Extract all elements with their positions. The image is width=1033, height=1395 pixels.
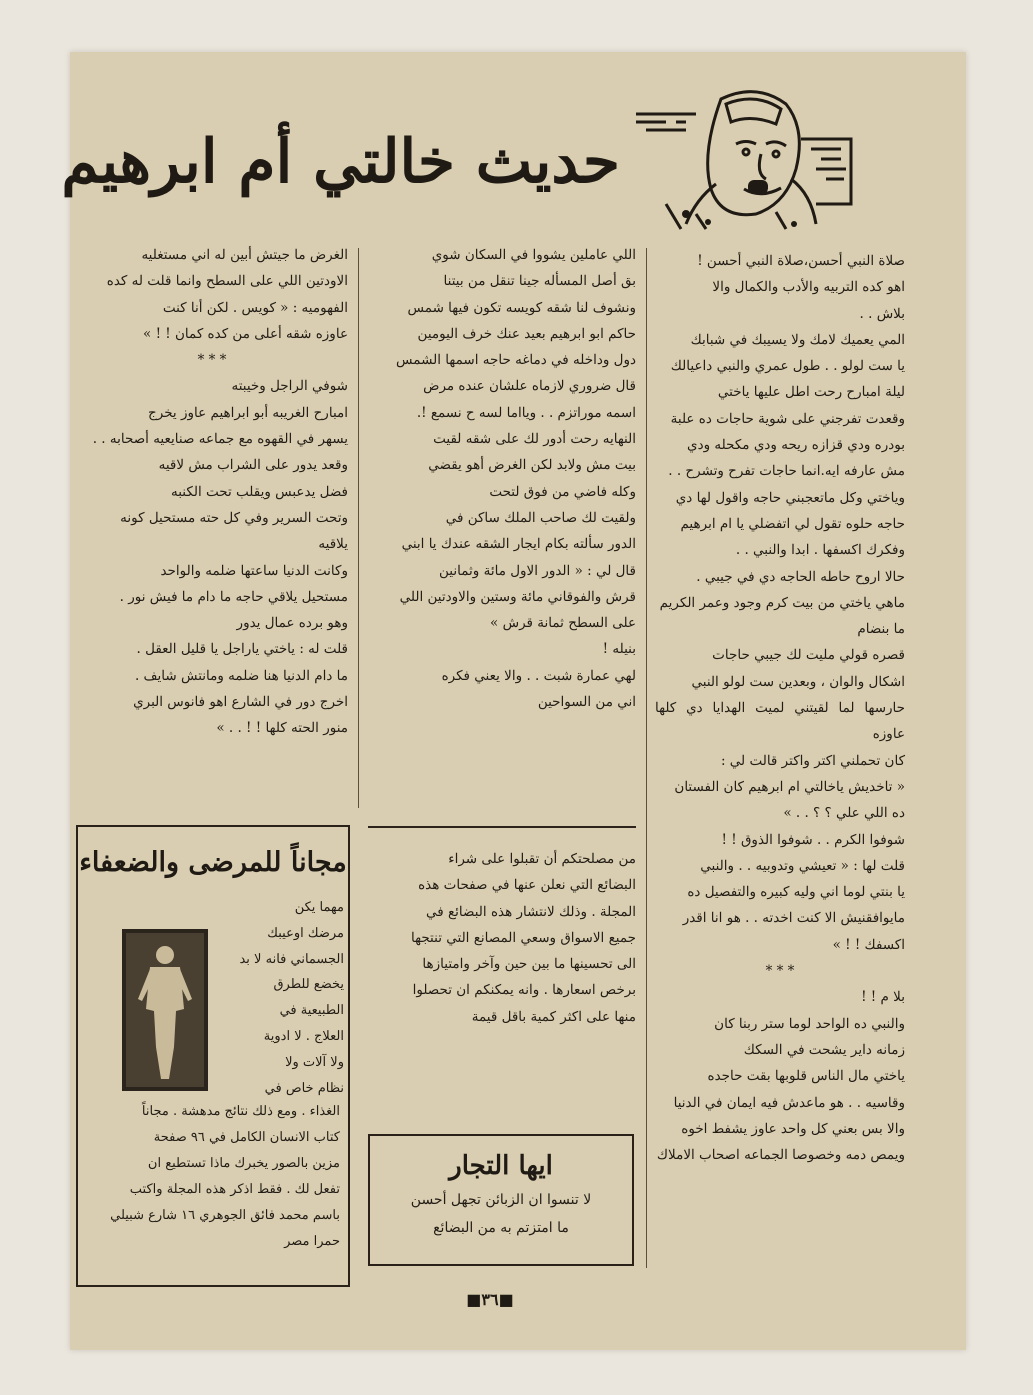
paragraph-line: ده اللي علي ؟ ؟ . . »: [783, 805, 905, 822]
paragraph-line: حاكم ابو ابرهيم بعيد عنك خرف اليومين: [417, 325, 636, 342]
traders-box-line: ما امتزتم به من البضائع: [433, 1220, 569, 1236]
traders-box-line: لا تنسوا ان الزبائن تجهل أحسن: [410, 1192, 592, 1208]
paragraph-line: الدور سألته بكام ايجار الشقه عندك يا ابني: [401, 536, 636, 553]
section-rule: [368, 826, 636, 828]
paragraph-line: قرش والفوقاني مائة وستين والاودتين اللي: [399, 588, 636, 605]
paragraph-line: زمانه داير يشحت في السكك: [743, 1041, 905, 1058]
paragraph-line: النهايه رحت أدور لك على شقه لقيت: [433, 431, 636, 448]
notice-line: المجلة . وذلك لانتشار هذه البضائع في: [425, 903, 636, 920]
notice-line: جميع الاسواق وسعي المصانع التي تنتجها: [411, 929, 636, 946]
paragraph-line: والا بس بعني كل واحد عاوز يشفط اخوه: [681, 1120, 905, 1137]
column-right: [655, 248, 905, 1296]
paragraph-line: بودره ودي قزازه ريحه ودي مكحله ودي: [687, 437, 905, 454]
ad-line: مرضك اوعيبك: [267, 925, 344, 941]
paragraph-line: « تاخديش ياخالتي ام ابرهيم كان الفستان: [674, 778, 905, 795]
column-divider: [358, 248, 359, 808]
strongman-photo: [122, 929, 208, 1091]
ad-line: الجسماني فانه لا بد: [239, 951, 344, 967]
paragraph-line: حارسها لما لقيتني لميت الهدايا دي كلها عاوزه: [655, 700, 905, 743]
column-left: [76, 242, 348, 842]
paragraph-line: بلا م ! !: [861, 989, 905, 1006]
paragraph-line: يا بنتي لوما اني وليه كبيره والتفصيل ده: [687, 884, 905, 901]
ad-line: نظام خاص في: [264, 1080, 344, 1096]
paragraph-line: ياختي مال الناس قلوبها بقت حاجده: [707, 1068, 905, 1085]
ad-line: باسم محمد فائق الجوهري ١٦ شارع شبيلي: [110, 1208, 340, 1223]
paragraph-line: ويمص دمه وخصوصا الجماعه اصحاب الاملاك: [656, 1147, 905, 1164]
paragraph-line: وقعدت تفرجني على شوية حاجات ده علبة: [670, 410, 905, 427]
paragraph-line: الاودتين اللي على السطح وانما قلت له كده: [106, 273, 348, 290]
paragraph-line: يسهر في القهوه مع جماعه صنايعيه أصحابه . .: [92, 431, 348, 448]
free-offer-side-text: [226, 895, 344, 1101]
paragraph-line: ونشوف لنا شقه كويسه تكون فيها شمس: [407, 299, 636, 316]
page-number-value: ٣٦: [481, 1290, 499, 1309]
article-title: حديث خالتي أم ابرهيم: [61, 127, 620, 197]
paragraph-line: وفكرك اكسفها . ابدا والنبي . .: [735, 542, 905, 559]
paragraph-line: حالا اروح حاطه الحاجه دي في جيبي .: [696, 568, 905, 585]
paragraph-line: شوفي الراجل وخيبته: [231, 378, 348, 395]
paragraph-line: وكانت الدنيا ساعتها ضلمه والواحد: [160, 562, 348, 579]
paragraph-line: منور الحته كلها ! ! . . »: [216, 720, 348, 737]
paragraph-line: قصره قولي مليت لك جيبي حاجات: [712, 647, 905, 664]
old-woman-illustration: [626, 84, 856, 234]
paragraph-line: ماهي ياختي من بيت كرم وجود وعمر الكريم: [659, 594, 905, 611]
notice-line: الى تحسينها ما بين حين وآخر وامتيازها: [422, 956, 636, 973]
paragraph-line: الفهوميه : « كويس . لكن أنا كنت: [162, 299, 348, 316]
paragraph-line: ليلة امبارح رحت اطل عليها ياختي: [717, 384, 905, 401]
notice-line: البضائع التي نعلن عنها في صفحات هذه: [418, 877, 636, 894]
column-middle: [368, 242, 636, 777]
paragraph-line: اللي عاملين يشووا في السكان شوي: [431, 247, 636, 263]
paragraph-line: مستحيل يلاقي حاجه ما دام ما فيش نور .: [119, 588, 348, 605]
free-offer-bottom-text: [88, 1099, 340, 1255]
paragraph-line: وتحت السرير وفي كل حته مستحيل كونه: [120, 509, 348, 526]
paragraph-line: مش عارفه ايه.انما حاجات تفرح وتشرح . .: [668, 463, 905, 480]
paragraph-line: اشكال والوان ، وبعدين ست لولو النبي: [691, 673, 905, 690]
paragraph-line: قلت له : ياختي ياراجل يا قليل العقل .: [136, 641, 348, 658]
ad-line: الطبيعية في: [279, 1003, 344, 1019]
ad-line: تفعل لك . فقط اذكر هذه المجلة واكتب: [129, 1182, 340, 1197]
paragraph-line: والنبي ده الواحد لوما ستر ربنا كان: [714, 1015, 905, 1032]
paragraph-line: بنيله !: [602, 641, 636, 658]
column-divider: [646, 248, 647, 1268]
paragraph-line: وياختي وكل ماتعجبني حاجه واقول لها دي: [675, 489, 905, 506]
paragraph-line: اهو كده التربيه والأدب والكمال والا: [712, 279, 905, 296]
ad-line: يخضع للطرق: [273, 977, 344, 993]
paragraph-line: قال لي : « الدور الاول مائة وثمانين: [439, 562, 636, 579]
paragraph-line: بيت مش ولابد لكن الغرض أهو يقضي: [428, 457, 636, 474]
paragraph-line: وهو برده عمال يدور: [236, 615, 348, 632]
ad-line: الغذاء . ومع ذلك نتائج مدهشة . مجاناً: [141, 1104, 340, 1119]
paragraph-line: ما بنضام: [857, 621, 905, 638]
paragraph-line: حاجه حلوه تقول لي اتفضلي يا ام ابرهيم: [680, 515, 905, 532]
paragraph-line: بق أصل المسأله جينا تنقل من بيتنا: [443, 273, 636, 290]
paragraph-line: فضل يدعبس ويقلب تحت الكنبه: [171, 483, 348, 500]
paragraph-line: بلاش . .: [859, 305, 905, 322]
paragraph-line: عاوزه شقه أعلى من كده كمان ! ! »: [143, 325, 348, 342]
free-offer-ad: [76, 825, 350, 1287]
paragraph-line: صلاة النبي أحسن،صلاة النبي أحسن !: [697, 253, 905, 269]
paragraph-line: قلت لها : « تعيشي وتدوبيه . . والنبي: [700, 857, 905, 874]
ad-line: مهما يكن: [294, 900, 344, 915]
paragraph-line: لهي عمارة شبت . . والا يعني فكره: [441, 667, 636, 684]
paragraph-line: وكله فاضي من فوق لتحت: [489, 483, 636, 500]
section-separator: * * *: [765, 963, 795, 980]
free-offer-title: مجاناً للمرضى والضعفاء: [79, 847, 347, 878]
ad-line: ولا آلات ولا: [285, 1054, 344, 1070]
ad-line: كتاب الانسان الكامل في ٩٦ صفحة: [153, 1130, 340, 1145]
traders-box-title: ايها التجار: [449, 1151, 553, 1181]
paragraph-line: اسمه موراتزم . . ويااما لسه ح نسمع !.: [416, 404, 636, 421]
notice-line: منها على اكثر كمية باقل قيمة: [471, 1008, 636, 1025]
paragraph-line: ما دام الدنيا هنا ضلمه ومانتش شايف .: [134, 667, 348, 684]
ad-line: العلاج . لا ادوية: [263, 1028, 344, 1044]
paragraph-line: على السطح ثمانة قرش »: [490, 615, 636, 632]
paragraph-line: كان تحملني اكتر واكتر قالت لي :: [720, 752, 905, 769]
page-number: ■٣٦■: [466, 1290, 514, 1309]
paragraph-line: قال ضروري لازماه علشان عنده مرض: [423, 378, 636, 395]
paragraph-line: يلاقيه: [318, 536, 348, 553]
paragraph-line: اكسفك ! ! »: [832, 936, 905, 953]
paragraph-line: وقاسيه . . هو ماعدش فيه ايمان في الدنيا: [673, 1094, 905, 1111]
notice-line: برخص اسعارها . وانه يمكنكم ان تحصلوا: [412, 982, 636, 999]
paragraph-line: امبارح الغريبه أبو ابراهيم عاوز يخرج: [148, 404, 348, 421]
paragraph-line: شوفوا الكرم . . شوفوا الذوق ! !: [721, 831, 905, 848]
paragraph-line: وقعد يدور على الشراب مش لاقيه: [158, 457, 348, 474]
paragraph-line: دول وداخله في دماغه حاجه اسمها الشمس: [396, 352, 636, 369]
paragraph-line: اخرج دور في الشارع اهو فانوس البري: [133, 694, 348, 711]
ad-line: حمرا مصر: [284, 1234, 340, 1249]
section-separator: * * *: [197, 352, 227, 369]
paragraph-line: ولقيت لك صاحب الملك ساكن في: [445, 509, 636, 526]
ad-line: مزين بالصور يخبرك ماذا تستطيع ان: [147, 1156, 340, 1171]
paragraph-line: مايوافقنيش الا كنت اخدته . . هو انا اقدر: [682, 910, 905, 927]
paragraph-line: المي يعميك لامك ولا يسيبك في شبابك: [690, 331, 905, 348]
paragraph-line: الغرض ما جيتش أبين له اني مستغليه: [141, 247, 348, 263]
notice-line: من مصلحتكم أن تقبلوا على شراء: [448, 851, 636, 867]
advertising-notice: [368, 846, 636, 1046]
paragraph-line: يا ست لولو . . طول عمري والنبي داعيالك: [670, 358, 905, 375]
traders-box: [368, 1134, 634, 1266]
paragraph-line: اني من السواحين: [537, 694, 636, 711]
